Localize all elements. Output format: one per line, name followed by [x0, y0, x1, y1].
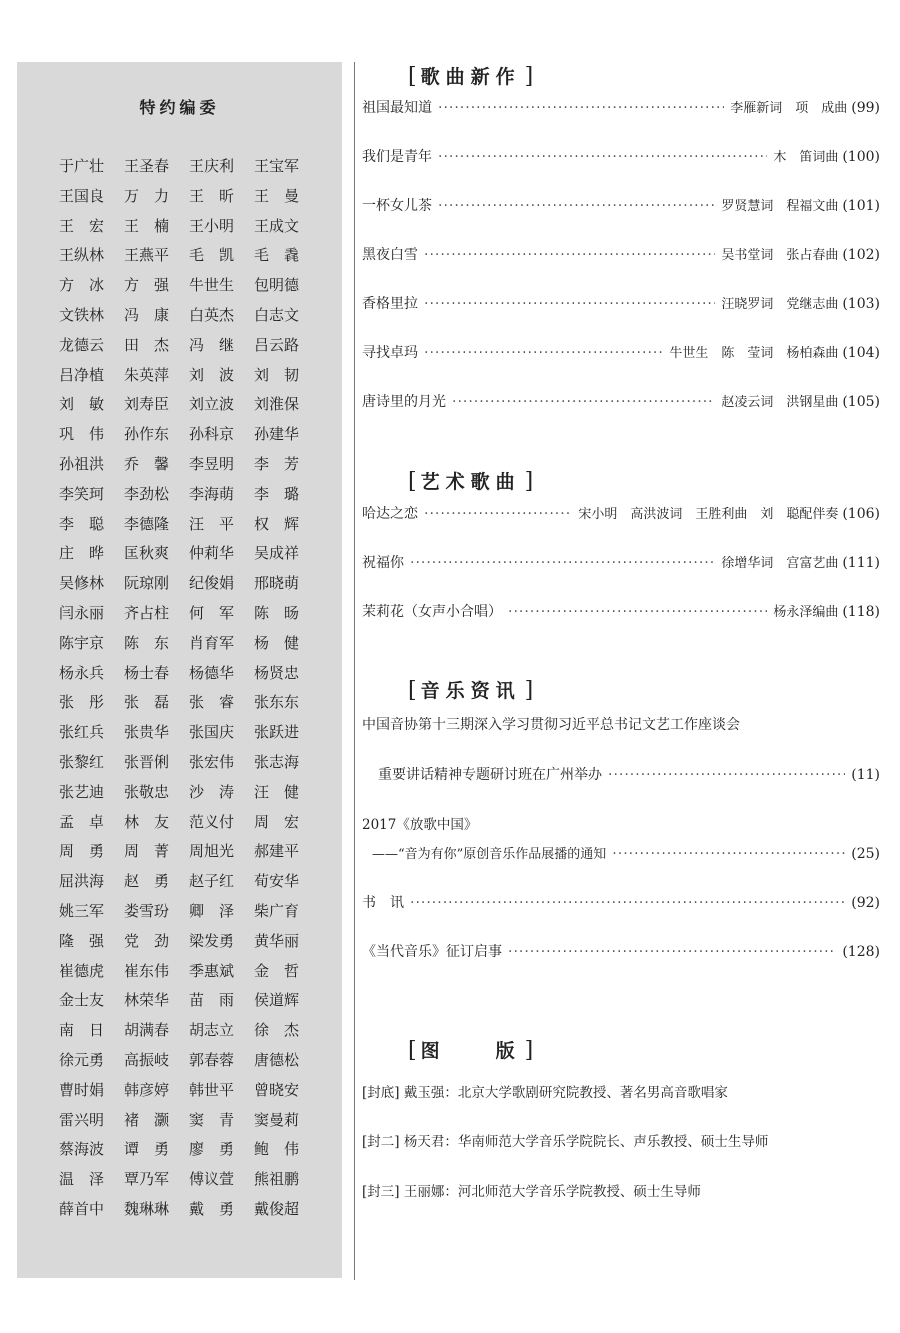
entry-title: 祖国最知道	[362, 100, 432, 116]
board-member-name: 张艺迪	[59, 782, 105, 801]
board-member-name: 卿 泽	[189, 901, 235, 920]
board-member-name: 王成文	[254, 216, 300, 235]
name-row	[59, 1016, 319, 1046]
dot-leader	[438, 149, 767, 165]
name-row	[59, 569, 319, 599]
board-member-name: 孙建华	[254, 425, 300, 444]
name-row	[59, 897, 319, 927]
entry-title: 寻找卓玛	[362, 345, 418, 361]
board-member-name: 于广壮	[59, 157, 105, 175]
board-member-name: 张国庆	[189, 723, 235, 742]
board-member-name: 何 军	[189, 603, 235, 622]
entry-page: (106)	[842, 506, 880, 522]
board-member-name: 李德隆	[124, 514, 170, 533]
name-row	[59, 390, 319, 420]
board-member-name: 季惠斌	[189, 961, 235, 980]
dot-leader	[508, 944, 836, 960]
name-row	[59, 867, 319, 897]
editorial-board-names	[59, 152, 319, 1225]
name-row	[59, 241, 319, 271]
toc-entry[interactable]	[362, 244, 880, 264]
board-member-name: 刘 韧	[254, 365, 300, 384]
board-member-name: 白志文	[254, 305, 300, 324]
entry-credit: 赵凌云词 洪钢星曲	[721, 395, 839, 410]
name-row	[59, 152, 319, 182]
entry-title: 唐诗里的月光	[362, 394, 446, 410]
board-member-name: 张 睿	[189, 693, 235, 712]
board-member-name: 李 聪	[59, 514, 105, 533]
board-member-name: 乔 馨	[124, 454, 170, 473]
entry-page: (92)	[851, 895, 880, 911]
board-member-name: 孙科京	[189, 425, 235, 444]
board-member-name: 匡秋爽	[124, 544, 170, 563]
name-row	[59, 718, 319, 748]
entry-page: (128)	[842, 944, 880, 960]
board-member-name: 吴修林	[59, 574, 105, 593]
board-member-name: 张黎红	[59, 752, 105, 771]
entry-title: ——“音为有你”原创音乐作品展播的通知	[372, 847, 607, 862]
board-member-name: 张 彤	[59, 693, 105, 712]
board-member-name: 南 日	[59, 1021, 105, 1040]
dot-leader	[410, 555, 715, 571]
dot-leader	[438, 198, 715, 214]
entry-credit: 汪晓罗词 党继志曲	[721, 297, 839, 312]
board-member-name: 蔡海波	[59, 1140, 105, 1159]
board-member-name: 邢晓萌	[254, 574, 300, 593]
entry-credit: 牛世生 陈 莹词 杨柏森曲	[669, 346, 839, 361]
board-member-name: 徐 杰	[254, 1021, 300, 1040]
news-item-title[interactable]: 中国音协第十三期深入学习贯彻习近平总书记文艺工作座谈会	[362, 717, 740, 733]
board-member-name: 王宝军	[254, 157, 300, 175]
board-member-name: 朱英萍	[124, 365, 170, 384]
board-member-name: 温 泽	[59, 1170, 105, 1189]
board-member-name: 曹时娟	[59, 1080, 105, 1099]
board-member-name: 纪俊娟	[189, 574, 235, 593]
board-member-name: 吕云路	[254, 335, 300, 354]
board-member-name: 刘立波	[189, 395, 235, 414]
name-row	[59, 271, 319, 301]
name-row	[59, 1135, 319, 1165]
board-member-name: 张东东	[254, 693, 300, 712]
toc-entry[interactable]	[362, 342, 880, 362]
board-member-name: 刘 敏	[59, 395, 105, 414]
entry-title: 茉莉花（女声小合唱）	[362, 604, 502, 620]
board-member-name: 张红兵	[59, 723, 105, 742]
board-member-name: 雷兴明	[59, 1110, 105, 1129]
name-row	[59, 539, 319, 569]
board-member-name: 王庆利	[189, 157, 235, 175]
board-member-name: 金 哲	[254, 961, 300, 980]
board-member-name: 黄华丽	[254, 931, 300, 950]
entry-title: 祝福你	[362, 555, 404, 571]
board-member-name: 汪 平	[189, 514, 235, 533]
board-member-name: 林 友	[124, 812, 170, 831]
board-member-name: 张敬忠	[124, 782, 170, 801]
board-member-name: 唐德松	[254, 1050, 300, 1069]
board-member-name: 王燕平	[124, 246, 170, 265]
board-member-name: 白英杰	[189, 305, 235, 324]
news-item-title[interactable]: 2017《放歌中国》	[362, 817, 478, 833]
board-member-name: 胡志立	[189, 1021, 235, 1040]
entry-page: (118)	[842, 604, 880, 620]
board-member-name: 高振岐	[124, 1050, 170, 1069]
name-row	[59, 927, 319, 957]
toc-entry[interactable]	[362, 195, 880, 215]
name-row	[59, 361, 319, 391]
board-member-name: 毛 凯	[189, 246, 235, 265]
board-member-name: 杨士春	[124, 663, 170, 682]
entry-page: (111)	[842, 555, 880, 571]
board-member-name: 张宏伟	[189, 752, 235, 771]
board-member-name: 陈 旸	[254, 603, 300, 622]
entry-page: (104)	[842, 345, 880, 361]
board-member-name: 窦曼莉	[254, 1110, 300, 1129]
name-row	[59, 420, 319, 450]
entry-page: (100)	[842, 149, 880, 165]
board-member-name: 田 杰	[124, 335, 170, 354]
board-member-name: 荀安华	[254, 872, 300, 891]
board-member-name: 韩彦婷	[124, 1080, 170, 1099]
toc-entry[interactable]	[362, 941, 880, 961]
toc-entry[interactable]	[362, 503, 880, 523]
name-row	[59, 1195, 319, 1225]
board-member-name: 薛首中	[59, 1199, 105, 1218]
name-row	[59, 778, 319, 808]
name-row	[59, 301, 319, 331]
board-member-name: 刘淮保	[254, 395, 300, 414]
dot-leader	[424, 345, 663, 361]
board-member-name: 侯道辉	[254, 991, 300, 1010]
plate-item-inside-back[interactable]: [封三] 王丽娜：河北师范大学音乐学院教授、硕士生导师	[362, 1184, 701, 1200]
board-member-name: 肖育军	[189, 633, 235, 652]
board-member-name: 王 楠	[124, 216, 170, 235]
toc-entry[interactable]	[372, 843, 880, 862]
board-member-name: 赵 勇	[124, 872, 170, 891]
board-member-name: 张跃进	[254, 723, 300, 742]
entry-title: 《当代音乐》征订启事	[362, 944, 502, 960]
editorial-board-title: 特约编委	[139, 98, 220, 117]
name-row	[59, 182, 319, 212]
column-divider	[354, 62, 355, 1280]
name-row	[59, 1046, 319, 1076]
section-heading-art-songs: [ 艺术歌曲 ]	[408, 469, 534, 494]
board-member-name: 王 昕	[189, 186, 235, 205]
entry-title: 书 讯	[362, 895, 404, 911]
board-member-name: 庄 晔	[59, 544, 105, 563]
board-member-name: 戴俊超	[254, 1199, 300, 1218]
board-member-name: 魏琳琳	[124, 1199, 170, 1218]
board-member-name: 王纵林	[59, 246, 105, 265]
entry-page: (101)	[842, 198, 880, 214]
board-member-name: 党 劲	[124, 931, 170, 950]
name-row	[59, 510, 319, 540]
board-member-name: 龙德云	[59, 335, 105, 354]
name-row	[59, 1106, 319, 1136]
dot-leader	[612, 846, 845, 862]
board-member-name: 张贵华	[124, 723, 170, 742]
entry-credit: 木 笛词曲	[773, 150, 839, 165]
name-row	[59, 808, 319, 838]
board-member-name: 张志海	[254, 752, 300, 771]
plate-item-inside-front[interactable]: [封二] 杨天君：华南师范大学音乐学院院长、声乐教授、硕士生导师	[362, 1134, 769, 1150]
board-member-name: 姚三军	[59, 901, 105, 920]
board-member-name: 廖 勇	[189, 1140, 235, 1159]
board-member-name: 梁发勇	[189, 931, 235, 950]
board-member-name: 沙 涛	[189, 782, 235, 801]
board-member-name: 王 曼	[254, 186, 300, 205]
toc-entry[interactable]	[362, 293, 880, 313]
board-member-name: 覃乃军	[124, 1170, 170, 1189]
dot-leader	[410, 895, 845, 911]
name-row	[59, 450, 319, 480]
name-row	[59, 1076, 319, 1106]
toc-entry[interactable]	[362, 892, 880, 912]
entry-title: 一杯女儿茶	[362, 198, 432, 214]
toc-entry[interactable]	[378, 764, 880, 784]
name-row	[59, 688, 319, 718]
name-row	[59, 331, 319, 361]
board-member-name: 傅议萱	[189, 1170, 235, 1189]
board-member-name: 李昱明	[189, 454, 235, 473]
toc-entry[interactable]	[362, 97, 880, 117]
board-member-name: 孟 卓	[59, 812, 105, 831]
entry-page: (99)	[851, 100, 880, 116]
entry-page: (25)	[851, 846, 880, 862]
board-member-name: 柴广育	[254, 901, 300, 920]
entry-credit: 宋小明 高洪波词 王胜利曲 刘 聪配伴奏	[578, 507, 839, 522]
board-member-name: 万 力	[124, 186, 170, 205]
name-row	[59, 1165, 319, 1195]
board-member-name: 文铁林	[59, 305, 105, 324]
board-member-name: 方 冰	[59, 276, 105, 295]
board-member-name: 周 宏	[254, 812, 300, 831]
board-member-name: 林荣华	[124, 991, 170, 1010]
board-member-name: 陈宇京	[59, 633, 105, 652]
entry-title: 哈达之恋	[362, 506, 418, 522]
dot-leader	[424, 247, 715, 263]
board-member-name: 屈洪海	[59, 872, 105, 891]
name-row	[59, 480, 319, 510]
board-member-name: 李笑珂	[59, 484, 105, 503]
editorial-board-panel	[17, 62, 342, 1278]
dot-leader	[452, 394, 715, 410]
entry-title: 香格里拉	[362, 296, 418, 312]
board-member-name: 齐占柱	[124, 603, 170, 622]
board-member-name: 杨贤忠	[254, 663, 300, 682]
board-member-name: 李 芳	[254, 454, 300, 473]
board-member-name: 仲莉华	[189, 544, 235, 563]
name-row	[59, 986, 319, 1016]
name-row	[59, 837, 319, 867]
board-member-name: 刘 波	[189, 365, 235, 384]
board-member-name: 谭 勇	[124, 1140, 170, 1159]
board-member-name: 崔东伟	[124, 961, 170, 980]
entry-title: 黑夜白雪	[362, 247, 418, 263]
board-member-name: 吕净植	[59, 365, 105, 384]
entry-credit: 罗贤慧词 程福文曲	[721, 199, 839, 214]
board-member-name: 王国良	[59, 186, 105, 205]
board-member-name: 王 宏	[59, 216, 105, 235]
board-member-name: 包明德	[254, 276, 300, 295]
board-member-name: 李劲松	[124, 484, 170, 503]
board-member-name: 周 勇	[59, 842, 105, 861]
entry-credit: 吴书堂词 张占春曲	[721, 248, 839, 263]
board-member-name: 熊祖鹏	[254, 1170, 300, 1189]
board-member-name: 方 强	[124, 276, 170, 295]
board-member-name: 戴 勇	[189, 1199, 235, 1218]
entry-page: (105)	[842, 394, 880, 410]
dot-leader	[424, 506, 572, 522]
toc-entry[interactable]	[362, 601, 880, 621]
board-member-name: 鲍 伟	[254, 1140, 300, 1159]
board-member-name: 李 璐	[254, 484, 300, 503]
toc-entry[interactable]	[362, 552, 880, 572]
board-member-name: 徐元勇	[59, 1050, 105, 1069]
board-member-name: 刘寿臣	[124, 395, 170, 414]
entry-credit: 李雁新词 项 成曲	[730, 101, 848, 116]
board-member-name: 牛世生	[189, 276, 235, 295]
board-member-name: 郭春蓉	[189, 1050, 235, 1069]
board-member-name: 杨永兵	[59, 663, 105, 682]
plate-item-back-cover[interactable]: [封底] 戴玉强：北京大学歌剧研究院教授、著名男高音歌唱家	[362, 1085, 728, 1101]
name-row	[59, 599, 319, 629]
board-member-name: 赵子红	[189, 872, 235, 891]
board-member-name: 韩世平	[189, 1080, 235, 1099]
entry-credit: 徐增华词 宫富艺曲	[721, 556, 839, 571]
board-member-name: 王圣春	[124, 157, 170, 175]
board-member-name: 郝建平	[254, 842, 300, 861]
board-member-name: 褚 灏	[124, 1110, 170, 1129]
name-row	[59, 748, 319, 778]
dot-leader	[438, 100, 724, 116]
name-row	[59, 212, 319, 242]
board-member-name: 张 磊	[124, 693, 170, 712]
board-member-name: 巩 伟	[59, 425, 105, 444]
dot-leader	[608, 767, 845, 783]
board-member-name: 周 菁	[124, 842, 170, 861]
board-member-name: 阮琼刚	[124, 574, 170, 593]
board-member-name: 孙祖洪	[59, 454, 105, 473]
board-member-name: 权 辉	[254, 514, 300, 533]
board-member-name: 胡满春	[124, 1021, 170, 1040]
entry-page: (11)	[851, 767, 880, 783]
name-row	[59, 659, 319, 689]
board-member-name: 曾晓安	[254, 1080, 300, 1099]
board-member-name: 吴成祥	[254, 544, 300, 563]
entry-page: (102)	[842, 247, 880, 263]
toc-entry[interactable]	[362, 391, 880, 411]
board-member-name: 苗 雨	[189, 991, 235, 1010]
entry-page: (103)	[842, 296, 880, 312]
board-member-name: 杨 健	[254, 633, 300, 652]
entry-title: 重要讲话精神专题研讨班在广州举办	[378, 767, 602, 783]
section-heading-new-songs: [ 歌曲新作 ]	[408, 64, 534, 89]
board-member-name: 张晋俐	[124, 752, 170, 771]
section-heading-news: [ 音乐资讯 ]	[408, 678, 534, 703]
board-member-name: 范义付	[189, 812, 235, 831]
entry-title: 我们是青年	[362, 149, 432, 165]
board-member-name: 陈 东	[124, 633, 170, 652]
board-member-name: 毛 毳	[254, 246, 300, 265]
board-member-name: 闫永丽	[59, 603, 105, 622]
board-member-name: 冯 继	[189, 335, 235, 354]
name-row	[59, 957, 319, 987]
board-member-name: 周旭光	[189, 842, 235, 861]
dot-leader	[424, 296, 715, 312]
board-member-name: 隆 强	[59, 931, 105, 950]
dot-leader	[508, 604, 767, 620]
board-member-name: 娄雪玢	[124, 901, 170, 920]
toc-entry[interactable]	[362, 146, 880, 166]
board-member-name: 窦 青	[189, 1110, 235, 1129]
entry-credit: 杨永泽编曲	[773, 605, 839, 620]
board-member-name: 李海萌	[189, 484, 235, 503]
board-member-name: 汪 健	[254, 782, 300, 801]
board-member-name: 冯 康	[124, 305, 170, 324]
name-row	[59, 629, 319, 659]
board-member-name: 孙作东	[124, 425, 170, 444]
board-member-name: 王小明	[189, 216, 235, 235]
board-member-name: 崔德虎	[59, 961, 105, 980]
board-member-name: 杨德华	[189, 663, 235, 682]
section-heading-plates: [ 图 版 ]	[408, 1038, 534, 1063]
board-member-name: 金士友	[59, 991, 105, 1010]
